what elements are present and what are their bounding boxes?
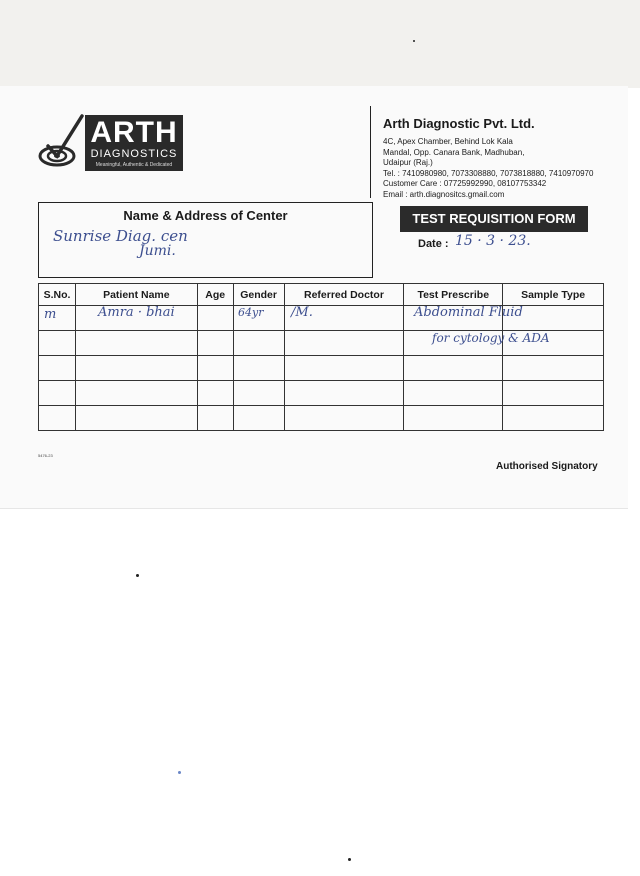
header-gender: Gender (233, 284, 284, 306)
entry-patient-name: Amra · bhai (98, 305, 175, 320)
email-line: Email : arth.diagnositcs.gmail.com (383, 189, 505, 199)
arth-logo (38, 112, 188, 176)
company-name: Arth Diagnostic Pvt. Ltd. (383, 116, 535, 131)
form-title: TEST REQUISITION FORM (400, 206, 588, 232)
center-title: Name & Address of Center (123, 208, 288, 223)
company-info (370, 106, 620, 198)
header-sno: S.No. (39, 284, 76, 306)
logo-subtitle: DIAGNOSTICS (90, 148, 178, 160)
paper-speck (348, 858, 351, 861)
date-label: Date : (418, 238, 449, 250)
address-line: 4C, Apex Chamber, Behind Lok Kala (383, 137, 513, 146)
header-sample-type: Sample Type (503, 284, 604, 306)
authorised-signatory: Authorised Signatory (496, 461, 598, 472)
phone-line: Tel. : 7410980980, 7073308880, 7073818880, 7410970970 (383, 168, 594, 178)
date-value: 15 · 3 · 23. (455, 233, 531, 249)
header-age: Age (197, 284, 233, 306)
customer-care-line: Customer Care : 07725992990, 08107753342 (383, 179, 547, 188)
table-row (39, 356, 604, 381)
entry-test-line2: for cytology & ADA (432, 331, 550, 345)
logo-tagline: Meaningful, Authentic & Dedicated (95, 162, 173, 168)
header-patient-name: Patient Name (75, 284, 197, 306)
center-name-handwritten: Sunrise Diag. cen (53, 227, 188, 245)
center-address-handwritten: Jumi. (139, 243, 176, 259)
header-referred-doctor: Referred Doctor (284, 284, 404, 306)
address-line: Mandal, Opp. Canara Bank, Madhuban, (383, 147, 525, 157)
table-row (39, 406, 604, 431)
form-code: 5476-23 (38, 453, 53, 458)
company-address (383, 137, 620, 200)
entry-age: 64yr (238, 306, 264, 319)
background-paper-strip (0, 0, 640, 88)
center-address-box (38, 202, 373, 278)
target-check-icon (38, 112, 86, 176)
paper-speck (413, 40, 415, 42)
table-header-row (39, 284, 604, 306)
address-line: Udaipur (Raj.) (383, 158, 433, 167)
entry-gender: /M. (291, 305, 313, 320)
header-test-prescribe: Test Prescribe (404, 284, 503, 306)
table-row (39, 381, 604, 406)
entry-sno: m (44, 307, 57, 322)
paper-speck (178, 771, 181, 774)
entry-test-line1: Abdominal Fluid (414, 305, 523, 320)
paper-speck (136, 574, 139, 577)
logo-wordmark-box (85, 115, 183, 171)
logo-name: ARTH (90, 116, 178, 149)
